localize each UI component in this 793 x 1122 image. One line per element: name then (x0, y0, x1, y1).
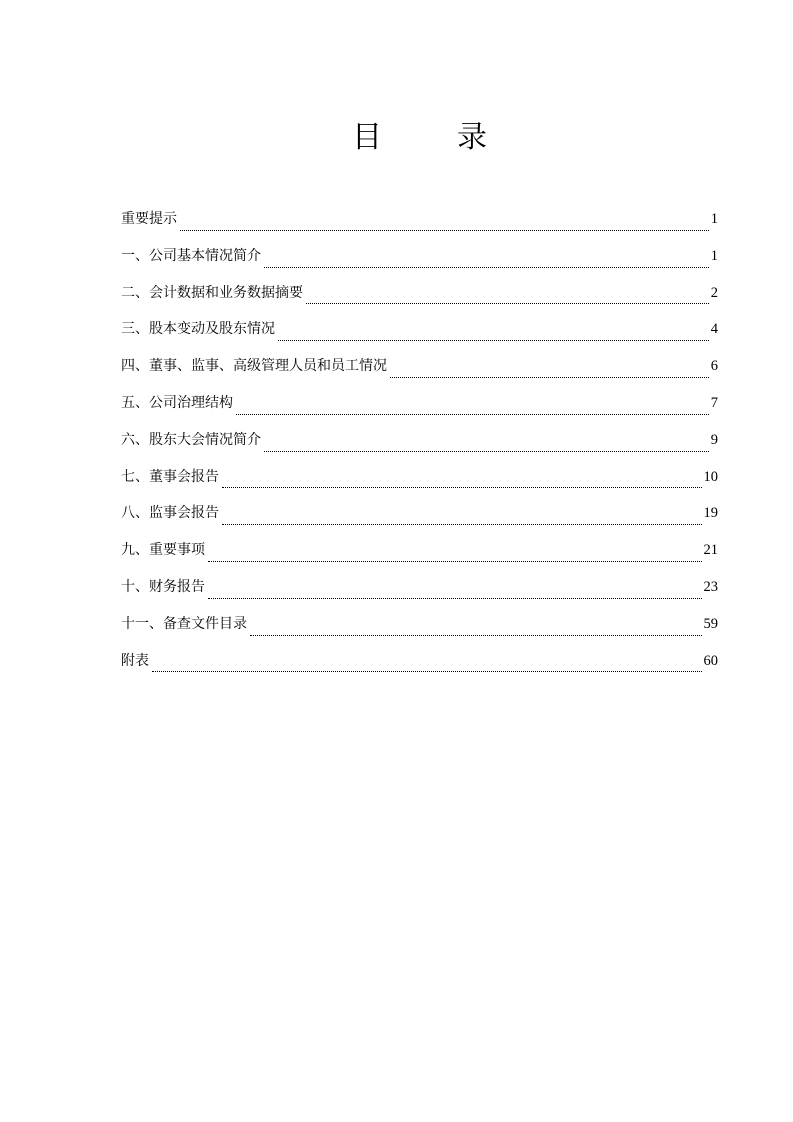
toc-entry-page: 59 (703, 615, 718, 632)
toc-entry[interactable] (121, 429, 718, 466)
toc-leader-dots (222, 487, 702, 488)
toc-entry-page: 21 (703, 542, 718, 559)
toc-entry[interactable] (121, 392, 718, 429)
toc-leader-dots (236, 414, 709, 415)
toc-entry-label: 十一、备查文件目录 (121, 615, 247, 632)
toc-leader-dots (264, 451, 709, 452)
toc-entry-label: 七、董事会报告 (121, 468, 219, 485)
toc-entry[interactable] (121, 282, 718, 319)
table-of-contents (121, 208, 718, 686)
toc-entry-page: 2 (710, 284, 718, 301)
toc-entry-label: 二、会计数据和业务数据摘要 (121, 284, 303, 301)
toc-leader-dots (152, 671, 702, 672)
toc-leader-dots (208, 598, 702, 599)
toc-entry[interactable] (121, 576, 718, 613)
toc-entry-label: 六、股东大会情况简介 (121, 431, 261, 448)
toc-leader-dots (222, 524, 702, 525)
toc-entry-label: 一、公司基本情况简介 (121, 247, 261, 264)
toc-entry-label: 九、重要事项 (121, 542, 205, 559)
title-char-2: 录 (457, 120, 487, 155)
toc-entry[interactable] (121, 539, 718, 576)
toc-entry-page: 4 (710, 321, 718, 338)
toc-entry-label: 五、公司治理结构 (121, 394, 233, 411)
toc-leader-dots (264, 267, 709, 268)
toc-leader-dots (250, 635, 702, 636)
toc-entry-page: 1 (710, 247, 718, 264)
toc-entry-page: 10 (703, 468, 718, 485)
toc-entry-label: 十、财务报告 (121, 578, 205, 595)
toc-entry-label: 八、监事会报告 (121, 505, 219, 522)
toc-entry[interactable] (121, 466, 718, 503)
toc-entry-label: 四、董事、监事、高级管理人员和员工情况 (121, 358, 387, 375)
page-title (0, 118, 793, 158)
toc-entry-label: 重要提示 (121, 211, 177, 227)
toc-entry[interactable] (121, 502, 718, 539)
toc-entry[interactable] (121, 613, 718, 650)
toc-entry-page: 1 (710, 211, 718, 227)
toc-entry[interactable] (121, 650, 718, 687)
toc-entry-label: 三、股本变动及股东情况 (121, 321, 275, 338)
toc-entry-page: 60 (703, 652, 718, 669)
title-char-1: 目 (352, 120, 382, 155)
toc-leader-dots (208, 561, 702, 562)
toc-leader-dots (180, 230, 709, 231)
toc-entry-page: 19 (703, 505, 718, 522)
toc-entry-label: 附表 (121, 652, 149, 669)
toc-entry[interactable] (121, 318, 718, 355)
toc-entry-page: 7 (710, 394, 718, 411)
toc-leader-dots (390, 377, 709, 378)
toc-leader-dots (306, 303, 709, 304)
toc-entry[interactable] (121, 245, 718, 282)
toc-entry-page: 6 (710, 358, 718, 375)
toc-entry[interactable] (121, 208, 718, 245)
toc-entry[interactable] (121, 355, 718, 392)
toc-entry-page: 23 (703, 578, 718, 595)
toc-entry-page: 9 (710, 431, 718, 448)
toc-leader-dots (278, 340, 709, 341)
